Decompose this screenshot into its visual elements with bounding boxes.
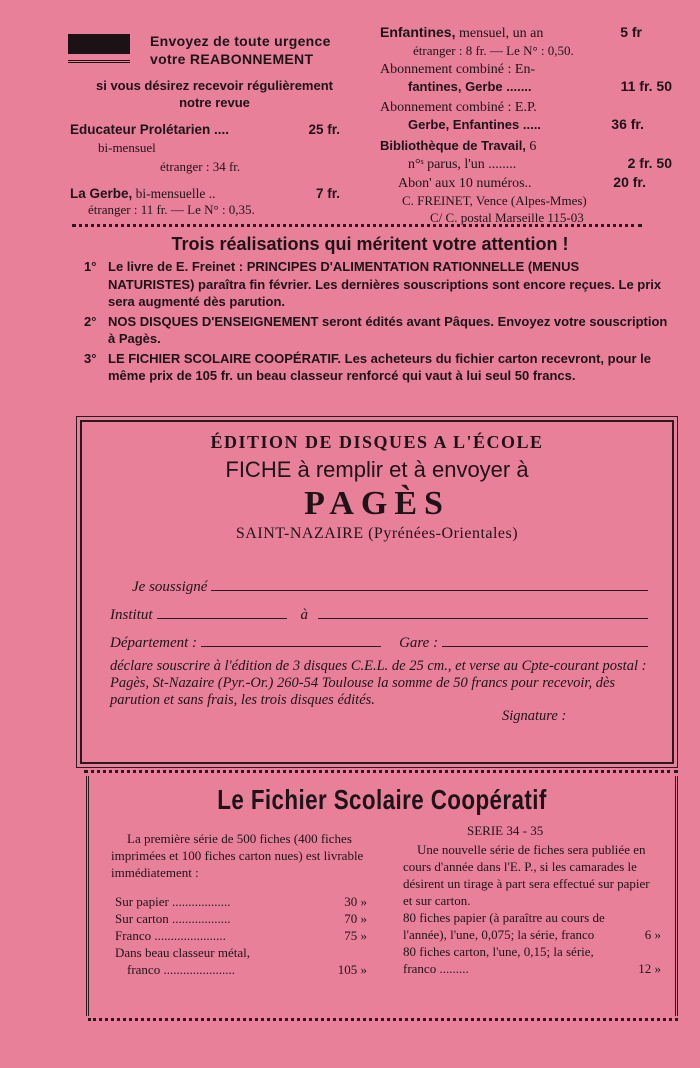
gerbe-block xyxy=(70,186,340,218)
item1-text: Le livre de E. Freinet : PRINCIPES D'ALIMENTATION RATIONNELLE (MENUS NATURISTES) paraîtra fin février. Les dernières souscriptions sont encore reçues. Le prix sera augmenté dès parution. xyxy=(108,259,662,309)
signature-label: Signature : xyxy=(502,708,567,724)
item3-num: 3° xyxy=(84,350,97,366)
departement-label: Département : xyxy=(110,635,198,651)
subscriptions-right xyxy=(380,24,672,226)
combo2-line1: Abonnement combiné : E.P. xyxy=(380,100,537,115)
soussigne-field[interactable] xyxy=(132,578,652,596)
regular-line-2: notre revue xyxy=(179,95,250,110)
form-heading: ÉDITION DE DISQUES A L'ÉCOLE xyxy=(210,432,544,452)
price-label: Sur carton .................. xyxy=(115,911,231,926)
a-line[interactable] xyxy=(318,606,648,619)
price-row xyxy=(115,893,367,910)
price-label: Dans beau classeur métal, xyxy=(115,945,251,960)
carton-price: 12 » xyxy=(638,961,661,976)
combo1-line1: Abonnement combiné : En- xyxy=(380,62,536,77)
a-label: à xyxy=(300,607,309,623)
realisation-item-2 xyxy=(84,313,668,348)
price-row xyxy=(115,927,367,944)
price-row xyxy=(115,910,367,927)
form-subheading: FICHE à remplir et à envoyer à xyxy=(225,457,529,482)
biblio-name: Bibliothèque de Travail, xyxy=(380,138,526,153)
enfantines-foreign: étranger : 8 fr. — Le N° : 0,50. xyxy=(413,43,574,58)
divider-bottom xyxy=(88,1018,678,1021)
combo2-price: 36 fr. xyxy=(611,116,644,132)
price-value xyxy=(307,944,367,961)
divider-fichier-top xyxy=(84,770,678,773)
price-value: 70 » xyxy=(344,911,367,926)
item1-num: 1° xyxy=(84,259,97,274)
address-line-2: C/ C. postal Marseille 115-03 xyxy=(430,210,584,225)
enfantines-name: Enfantines, xyxy=(380,24,456,40)
serie-label: SERIE 34 - 35 xyxy=(467,823,544,838)
realisations-list xyxy=(84,258,668,385)
realisations-title: Trois réalisations qui méritent votre attention ! xyxy=(171,234,569,254)
header-rule xyxy=(68,60,130,63)
form-city: SAINT-NAZAIRE xyxy=(235,525,364,542)
abon-price: 20 fr. xyxy=(613,174,646,190)
pages-order-form xyxy=(80,420,674,764)
price-label: franco ...................... xyxy=(127,962,235,977)
enfantines-freq: mensuel, un an xyxy=(455,26,544,41)
gerbe-foreign: étranger : 11 fr. — Le N° : 0,35. xyxy=(88,202,255,217)
biblio-unit: n°ˢ parus, l'un ........ xyxy=(408,157,517,172)
educateur-block xyxy=(70,122,340,175)
item3-text: LE FICHIER SCOLAIRE COOPÉRATIF. Les acheteurs du fichier carton recevront, pour le même prix de 105 fr. un beau classeur renforcé qui vaut à lui seul 50 francs. xyxy=(108,350,651,383)
educateur-foreign: étranger : 34 fr. xyxy=(160,159,241,174)
departement-line[interactable] xyxy=(201,634,381,647)
urgent-line-2: votre REABONNEMENT xyxy=(150,51,314,67)
fichier-box xyxy=(86,776,678,1016)
form-declaration: déclare souscrire à l'édition de 3 disques C.E.L. de 25 cm., et verse au Cpte-courant postal : Pagès, St-Nazaire (Pyr.-Or.) 260-54 Toulouse la somme de 50 francs pour recevoir, dès parution et sans frais, les trois disques édités. xyxy=(110,658,647,708)
papier-price: 6 » xyxy=(644,927,661,942)
fichier-right-col xyxy=(403,822,661,977)
urgent-line-1: Envoyez de toute urgence xyxy=(150,33,331,49)
combo1-price: 11 fr. 50 xyxy=(620,78,672,94)
educateur-freq: bi-mensuel xyxy=(98,140,156,155)
biblio-count: 6 xyxy=(525,139,537,154)
gerbe-name: La Gerbe, xyxy=(70,186,133,201)
fichier-left-col xyxy=(111,830,367,978)
gare-line[interactable] xyxy=(442,634,648,647)
educateur-name: Educateur Prolétarien .... xyxy=(70,122,230,137)
soussigne-label: Je soussigné xyxy=(132,579,208,595)
divider-top xyxy=(72,224,642,227)
gare-label: Gare : xyxy=(399,635,439,651)
papier-text: 80 fiches papier (à paraître au cours de l'année), l'une, 0,075; la série, franco xyxy=(403,910,605,942)
price-label: Sur papier .................. xyxy=(115,894,231,909)
item2-num: 2° xyxy=(84,313,97,329)
price-value: 75 » xyxy=(344,928,367,943)
price-list xyxy=(111,893,367,978)
gerbe-freq: bi-mensuelle .. xyxy=(135,186,216,201)
combo1-line2: fantines, Gerbe ....... xyxy=(408,79,532,94)
fichier-left-intro: La première série de 500 fiches (400 fiches imprimées et 100 fiches carton nues) est livrable immédiatement : xyxy=(111,831,364,880)
regular-line-1: si vous désirez recevoir régulièrement xyxy=(96,78,333,93)
carton-offer xyxy=(403,943,661,977)
combo2-line2: Gerbe, Enfantines ..... xyxy=(408,117,541,132)
biblio-price: 2 fr. 50 xyxy=(627,155,672,171)
institut-field[interactable] xyxy=(110,606,652,624)
papier-offer xyxy=(403,909,661,943)
soussigne-line[interactable] xyxy=(211,578,648,591)
realisation-item-1 xyxy=(84,258,668,311)
price-value: 30 » xyxy=(344,894,367,909)
institut-label: Institut xyxy=(110,607,153,623)
gerbe-price: 7 fr. xyxy=(315,186,340,201)
abon-label: Abon' aux 10 numéros.. xyxy=(398,176,532,191)
price-label: Franco ...................... xyxy=(115,928,226,943)
urgent-notice xyxy=(150,32,360,68)
realisation-item-3 xyxy=(84,350,668,385)
form-recipient-name: PAGÈS xyxy=(304,485,450,522)
enfantines-price: 5 fr xyxy=(620,24,642,40)
regular-notice xyxy=(62,77,367,111)
address-line-1: C. FREINET, Vence (Alpes-Mmes) xyxy=(402,193,587,208)
item2-text: NOS DISQUES D'ENSEIGNEMENT seront édités avant Pâques. Envoyez votre souscription à Pagès. xyxy=(108,313,668,346)
form-region: (Pyrénées-Orientales) xyxy=(368,525,519,542)
educateur-price: 25 fr. xyxy=(308,122,340,137)
price-row xyxy=(115,961,367,978)
price-value: 105 » xyxy=(337,962,367,977)
carton-text: 80 fiches carton, l'une, 0,15; la série, franco ......... xyxy=(403,944,594,976)
price-row xyxy=(115,944,367,961)
institut-line[interactable] xyxy=(157,606,287,619)
fichier-right-intro: Une nouvelle série de fiches sera publiée en cours d'année dans l'E. P., si les camarades le désirent un tirage à part sera effectué sur papier et sur carton. xyxy=(403,842,650,908)
fichier-title: Le Fichier Scolaire Coopératif xyxy=(217,784,547,815)
header-band-icon xyxy=(68,34,130,54)
departement-field[interactable] xyxy=(110,634,652,652)
